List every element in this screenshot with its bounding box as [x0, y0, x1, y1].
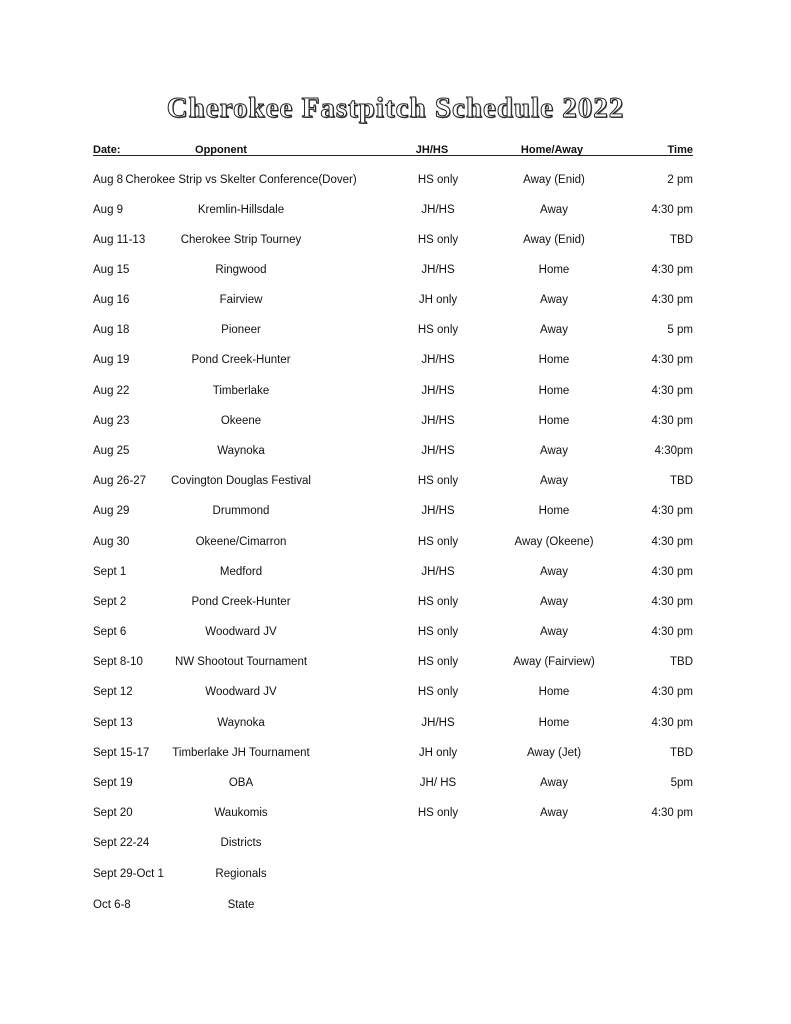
game-level: JH/HS	[421, 415, 455, 427]
game-opponent: Pioneer	[221, 324, 261, 336]
game-time: 4:30 pm	[651, 626, 693, 638]
game-level: HS only	[417, 686, 459, 698]
game-level: JH/HS	[421, 445, 455, 457]
game-time: 4:30 pm	[651, 294, 693, 306]
game-time: 4:30pm	[654, 445, 693, 457]
game-opponent: Woodward JV	[205, 626, 277, 638]
game-level: HS only	[417, 596, 459, 608]
game-level: JH/HS	[421, 505, 455, 517]
header-underline	[93, 155, 693, 156]
game-date: Sept 6	[93, 626, 127, 638]
game-date: Aug 29	[93, 505, 130, 517]
table-row	[0, 715, 791, 733]
game-date: Aug 16	[93, 294, 130, 306]
game-level: JH/HS	[421, 264, 455, 276]
table-row	[0, 352, 791, 370]
game-date: Sept 29-Oct 1	[93, 868, 164, 880]
game-opponent: Regionals	[215, 868, 267, 880]
table-row	[0, 232, 791, 250]
game-home-away: Away	[540, 445, 568, 457]
game-home-away: Away (Okeene)	[514, 536, 594, 548]
game-time: 4:30 pm	[651, 264, 693, 276]
table-row	[0, 383, 791, 401]
game-date: Aug 11-13	[93, 234, 146, 246]
game-time: 4:30 pm	[651, 354, 693, 366]
game-opponent: Waynoka	[217, 717, 265, 729]
game-home-away: Home	[538, 717, 570, 729]
game-date: Sept 1	[93, 566, 127, 578]
table-row	[0, 835, 791, 853]
game-level: HS only	[417, 475, 459, 487]
table-header	[0, 143, 791, 159]
header-level: JH/HS	[415, 144, 449, 156]
game-opponent: Covington Douglas Festival	[171, 475, 311, 487]
game-home-away: Home	[538, 385, 570, 397]
game-home-away: Away	[540, 566, 568, 578]
game-date: Oct 6-8	[93, 899, 131, 911]
game-time: 4:30 pm	[651, 717, 693, 729]
game-time: 4:30 pm	[651, 385, 693, 397]
table-row	[0, 805, 791, 823]
table-row	[0, 172, 791, 190]
page-title: Cherokee Fastpitch Schedule 2022	[166, 92, 625, 124]
game-level: HS only	[417, 174, 459, 186]
game-opponent: Medford	[219, 566, 263, 578]
game-home-away: Away (Jet)	[526, 747, 582, 759]
game-opponent: Woodward JV	[205, 686, 277, 698]
header-date: Date:	[93, 144, 121, 156]
game-opponent: Fairview	[219, 294, 263, 306]
game-level: HS only	[417, 626, 459, 638]
header-home-away: Home/Away	[520, 144, 584, 156]
game-time: 4:30 pm	[651, 596, 693, 608]
table-row	[0, 775, 791, 793]
game-time: 5pm	[670, 777, 693, 789]
header-time: Time	[667, 144, 693, 156]
game-opponent: Drummond	[212, 505, 270, 517]
game-opponent: Timberlake	[212, 385, 270, 397]
game-level: JH/HS	[421, 204, 455, 216]
game-date: Aug 22	[93, 385, 130, 397]
table-row	[0, 624, 791, 642]
game-date: Sept 15-17	[93, 747, 150, 759]
game-level: JH only	[418, 294, 458, 306]
game-home-away: Home	[538, 264, 570, 276]
game-date: Aug 30	[93, 536, 130, 548]
game-time: 4:30 pm	[651, 204, 693, 216]
game-date: Aug 18	[93, 324, 130, 336]
game-level: HS only	[417, 536, 459, 548]
table-row	[0, 594, 791, 612]
table-row	[0, 503, 791, 521]
game-home-away: Away	[540, 807, 568, 819]
table-row	[0, 897, 791, 915]
table-row	[0, 654, 791, 672]
game-time: 4:30 pm	[651, 536, 693, 548]
table-row	[0, 684, 791, 702]
game-home-away: Home	[538, 686, 570, 698]
game-time: TBD	[670, 656, 693, 668]
game-time: 4:30 pm	[651, 686, 693, 698]
table-row	[0, 473, 791, 491]
game-home-away: Home	[538, 415, 570, 427]
game-opponent: Pond Creek-Hunter	[191, 596, 291, 608]
game-time: 4:30 pm	[651, 807, 693, 819]
table-row	[0, 443, 791, 461]
game-home-away: Away	[540, 596, 568, 608]
game-home-away: Home	[538, 354, 570, 366]
table-row	[0, 534, 791, 552]
game-level: JH/HS	[421, 354, 455, 366]
game-level: JH/ HS	[419, 777, 457, 789]
game-home-away: Away	[540, 204, 568, 216]
game-date: Aug 9	[93, 204, 124, 216]
game-time: TBD	[670, 747, 693, 759]
game-date: Aug 15	[93, 264, 130, 276]
game-date: Sept 13	[93, 717, 133, 729]
game-date: Aug 26-27	[93, 475, 147, 487]
table-row	[0, 866, 791, 884]
game-opponent: Pond Creek-Hunter	[191, 354, 291, 366]
game-home-away: Away	[540, 324, 568, 336]
header-opponent: Opponent	[195, 144, 247, 156]
table-row	[0, 292, 791, 310]
game-level: JH/HS	[421, 566, 455, 578]
game-time: 4:30 pm	[651, 566, 693, 578]
game-opponent: Okeene/Cimarron	[195, 536, 287, 548]
game-date: Aug 23	[93, 415, 130, 427]
game-level: HS only	[417, 807, 459, 819]
game-date: Aug 19	[93, 354, 130, 366]
game-opponent: Kremlin-Hillsdale	[197, 204, 285, 216]
game-opponent: State	[227, 899, 255, 911]
game-home-away: Away	[540, 294, 568, 306]
game-time: 4:30 pm	[651, 505, 693, 517]
game-time: 2 pm	[667, 174, 693, 186]
game-level: JH only	[418, 747, 458, 759]
game-opponent: NW Shootout Tournament	[174, 656, 308, 668]
game-home-away: Away	[540, 475, 568, 487]
game-opponent: Timberlake JH Tournament	[172, 747, 310, 759]
game-time: 5 pm	[667, 324, 693, 336]
game-opponent: Ringwood	[215, 264, 267, 276]
game-level: JH/HS	[421, 385, 455, 397]
table-row	[0, 745, 791, 763]
game-level: HS only	[417, 324, 459, 336]
game-opponent: Districts	[220, 837, 262, 849]
table-row	[0, 202, 791, 220]
game-opponent: Waynoka	[217, 445, 265, 457]
game-home-away: Away (Enid)	[523, 234, 585, 246]
game-home-away: Away (Fairview)	[513, 656, 595, 668]
game-time: TBD	[670, 234, 693, 246]
game-level: HS only	[417, 656, 459, 668]
table-row	[0, 262, 791, 280]
game-date: Aug 25	[93, 445, 130, 457]
game-date: Aug 8	[93, 174, 124, 186]
game-date: Sept 22-24	[93, 837, 150, 849]
game-date: Sept 8-10	[93, 656, 143, 668]
game-time: TBD	[670, 475, 693, 487]
game-level: JH/HS	[421, 717, 455, 729]
game-level: HS only	[417, 234, 459, 246]
game-time: 4:30 pm	[651, 415, 693, 427]
table-row	[0, 322, 791, 340]
game-home-away: Away	[540, 626, 568, 638]
table-row	[0, 564, 791, 582]
table-row	[0, 413, 791, 431]
game-opponent: Okeene	[220, 415, 262, 427]
game-opponent: Cherokee Strip vs Skelter Conference(Dover)	[125, 174, 357, 186]
game-home-away: Away (Enid)	[523, 174, 585, 186]
game-date: Sept 12	[93, 686, 133, 698]
game-opponent: OBA	[228, 777, 254, 789]
game-date: Sept 19	[93, 777, 133, 789]
game-date: Sept 20	[93, 807, 133, 819]
game-opponent: Waukomis	[214, 807, 268, 819]
game-home-away: Home	[538, 505, 570, 517]
game-home-away: Away	[540, 777, 568, 789]
game-opponent: Cherokee Strip Tourney	[180, 234, 302, 246]
game-date: Sept 2	[93, 596, 127, 608]
